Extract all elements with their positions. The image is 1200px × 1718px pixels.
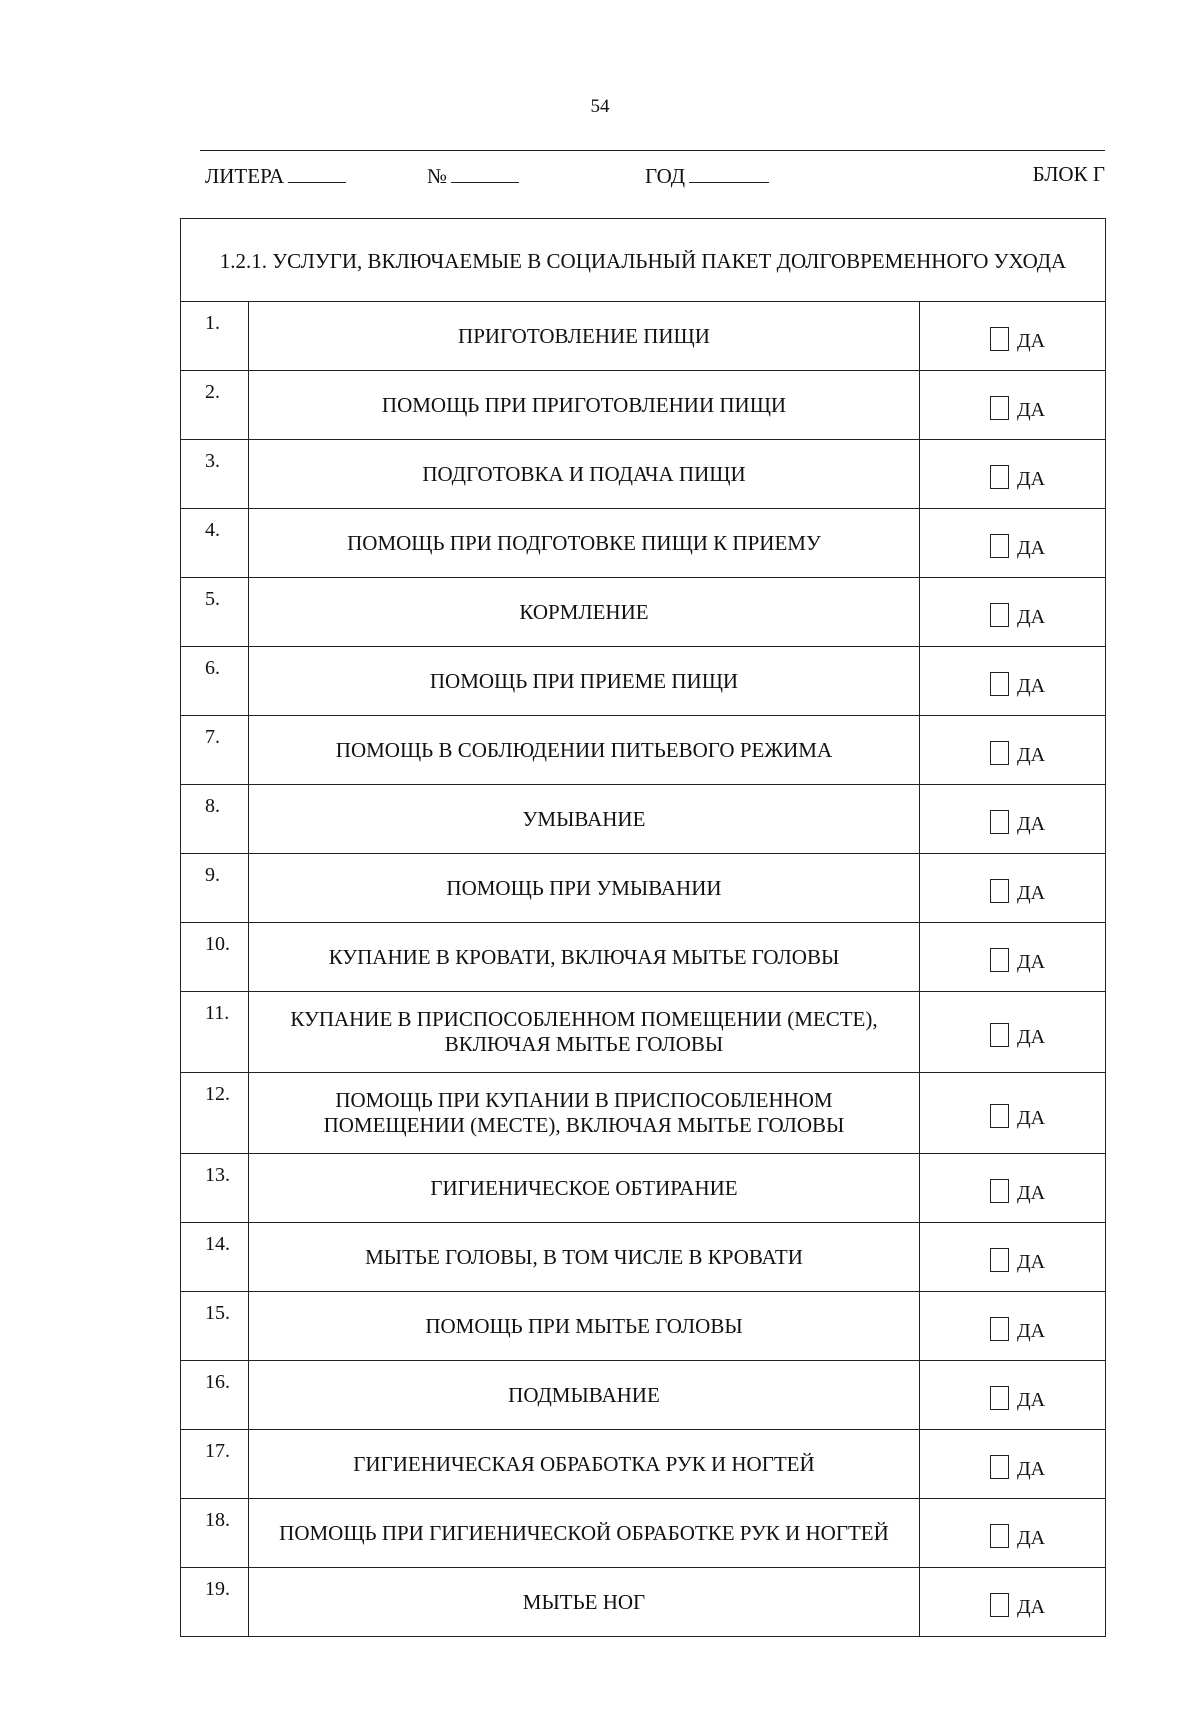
- yes-option: [919, 647, 1105, 716]
- year-blank[interactable]: [689, 162, 769, 183]
- row-number: 5.: [181, 578, 249, 647]
- yes-checkbox[interactable]: [990, 672, 1009, 696]
- header-rule: [200, 150, 1105, 151]
- yes-label: ДА: [1016, 950, 1046, 973]
- service-label: ПОДМЫВАНИЕ: [249, 1361, 920, 1430]
- row-number: 12.: [181, 1073, 249, 1154]
- service-label: ПОМОЩЬ ПРИ ПРИГОТОВЛЕНИИ ПИЩИ: [249, 371, 920, 440]
- litera-blank[interactable]: [288, 162, 346, 183]
- yes-label: ДА: [1016, 605, 1046, 628]
- row-number: 3.: [181, 440, 249, 509]
- table-row: [181, 1430, 1106, 1499]
- service-label: УМЫВАНИЕ: [249, 785, 920, 854]
- yes-label: ДА: [1016, 1457, 1046, 1480]
- table-row: [181, 509, 1106, 578]
- yes-checkbox[interactable]: [990, 1248, 1009, 1272]
- litera-field: [205, 162, 346, 189]
- table-row: [181, 1499, 1106, 1568]
- row-number: 8.: [181, 785, 249, 854]
- row-number: 10.: [181, 923, 249, 992]
- service-label: ПОМОЩЬ ПРИ КУПАНИИ В ПРИСПОСОБЛЕННОМ ПОМЕЩЕНИИ (МЕСТЕ), ВКЛЮЧАЯ МЫТЬЕ ГОЛОВЫ: [249, 1073, 920, 1154]
- yes-checkbox[interactable]: [990, 741, 1009, 765]
- service-label: КОРМЛЕНИЕ: [249, 578, 920, 647]
- row-number: 2.: [181, 371, 249, 440]
- yes-option: [919, 1568, 1105, 1637]
- yes-option: [919, 992, 1105, 1073]
- table-row: [181, 440, 1106, 509]
- yes-label: ДА: [1016, 1319, 1046, 1342]
- table-row: [181, 371, 1106, 440]
- yes-checkbox[interactable]: [990, 603, 1009, 627]
- yes-option: [919, 1073, 1105, 1154]
- yes-checkbox[interactable]: [990, 327, 1009, 351]
- yes-checkbox[interactable]: [990, 534, 1009, 558]
- service-label: ПОМОЩЬ ПРИ МЫТЬЕ ГОЛОВЫ: [249, 1292, 920, 1361]
- section-header-row: [181, 219, 1106, 302]
- table-row: [181, 923, 1106, 992]
- yes-checkbox[interactable]: [990, 396, 1009, 420]
- service-label: МЫТЬЕ ГОЛОВЫ, В ТОМ ЧИСЛЕ В КРОВАТИ: [249, 1223, 920, 1292]
- yes-label: ДА: [1016, 743, 1046, 766]
- table-row: [181, 785, 1106, 854]
- yes-option: [919, 509, 1105, 578]
- yes-label: ДА: [1016, 1106, 1046, 1129]
- services-table: [180, 218, 1106, 1637]
- service-label: ПОДГОТОВКА И ПОДАЧА ПИЩИ: [249, 440, 920, 509]
- yes-option: [919, 1499, 1105, 1568]
- yes-checkbox[interactable]: [990, 1386, 1009, 1410]
- service-label: ПОМОЩЬ ПРИ ПОДГОТОВКЕ ПИЩИ К ПРИЕМУ: [249, 509, 920, 578]
- number-blank[interactable]: [451, 162, 519, 183]
- yes-label: ДА: [1016, 881, 1046, 904]
- yes-checkbox[interactable]: [990, 1524, 1009, 1548]
- block-label: БЛОК Г: [1032, 162, 1105, 186]
- yes-option: [919, 716, 1105, 785]
- yes-checkbox[interactable]: [990, 1023, 1009, 1047]
- yes-option: [919, 1361, 1105, 1430]
- table-row: [181, 1154, 1106, 1223]
- table-row: [181, 1361, 1106, 1430]
- row-number: 11.: [181, 992, 249, 1073]
- service-label: ПОМОЩЬ ПРИ ПРИЕМЕ ПИЩИ: [249, 647, 920, 716]
- table-row: [181, 647, 1106, 716]
- table-row: [181, 992, 1106, 1073]
- yes-checkbox[interactable]: [990, 948, 1009, 972]
- yes-label: ДА: [1016, 1250, 1046, 1273]
- yes-checkbox[interactable]: [990, 465, 1009, 489]
- service-label: ПОМОЩЬ ПРИ ГИГИЕНИЧЕСКОЙ ОБРАБОТКЕ РУК И НОГТЕЙ: [249, 1499, 920, 1568]
- row-number: 16.: [181, 1361, 249, 1430]
- service-label: ПОМОЩЬ ПРИ УМЫВАНИИ: [249, 854, 920, 923]
- yes-label: ДА: [1016, 1595, 1046, 1618]
- service-label: ПОМОЩЬ В СОБЛЮДЕНИИ ПИТЬЕВОГО РЕЖИМА: [249, 716, 920, 785]
- row-number: 18.: [181, 1499, 249, 1568]
- yes-option: [919, 440, 1105, 509]
- yes-label: ДА: [1016, 674, 1046, 697]
- yes-label: ДА: [1016, 329, 1046, 352]
- yes-checkbox[interactable]: [990, 1593, 1009, 1617]
- form-header: [205, 162, 1105, 192]
- row-number: 19.: [181, 1568, 249, 1637]
- yes-option: [919, 302, 1105, 371]
- yes-checkbox[interactable]: [990, 1317, 1009, 1341]
- row-number: 14.: [181, 1223, 249, 1292]
- service-label: МЫТЬЕ НОГ: [249, 1568, 920, 1637]
- section-title: 1.2.1. УСЛУГИ, ВКЛЮЧАЕМЫЕ В СОЦИАЛЬНЫЙ ПАКЕТ ДОЛГОВРЕМЕННОГО УХОДА: [181, 219, 1106, 302]
- table-row: [181, 1073, 1106, 1154]
- row-number: 7.: [181, 716, 249, 785]
- row-number: 6.: [181, 647, 249, 716]
- service-label: КУПАНИЕ В ПРИСПОСОБЛЕННОМ ПОМЕЩЕНИИ (МЕСТЕ), ВКЛЮЧАЯ МЫТЬЕ ГОЛОВЫ: [249, 992, 920, 1073]
- yes-label: ДА: [1016, 1181, 1046, 1204]
- table-row: [181, 578, 1106, 647]
- yes-option: [919, 1154, 1105, 1223]
- yes-option: [919, 1223, 1105, 1292]
- row-number: 1.: [181, 302, 249, 371]
- table-row: [181, 1223, 1106, 1292]
- yes-checkbox[interactable]: [990, 810, 1009, 834]
- row-number: 4.: [181, 509, 249, 578]
- yes-label: ДА: [1016, 398, 1046, 421]
- service-label: ГИГИЕНИЧЕСКАЯ ОБРАБОТКА РУК И НОГТЕЙ: [249, 1430, 920, 1499]
- yes-label: ДА: [1016, 536, 1046, 559]
- table-row: [181, 302, 1106, 371]
- row-number: 9.: [181, 854, 249, 923]
- yes-checkbox[interactable]: [990, 1179, 1009, 1203]
- yes-option: [919, 578, 1105, 647]
- row-number: 13.: [181, 1154, 249, 1223]
- yes-option: [919, 371, 1105, 440]
- yes-label: ДА: [1016, 1025, 1046, 1048]
- yes-option: [919, 854, 1105, 923]
- yes-option: [919, 1430, 1105, 1499]
- number-field: [427, 162, 519, 189]
- table-row: [181, 854, 1106, 923]
- year-field: [645, 162, 769, 189]
- litera-label: ЛИТЕРА: [205, 164, 285, 188]
- yes-checkbox[interactable]: [990, 1455, 1009, 1479]
- row-number: 17.: [181, 1430, 249, 1499]
- page-number: 54: [590, 96, 610, 117]
- year-label: ГОД: [645, 164, 686, 188]
- service-label: ГИГИЕНИЧЕСКОЕ ОБТИРАНИЕ: [249, 1154, 920, 1223]
- table-row: [181, 716, 1106, 785]
- table-row: [181, 1292, 1106, 1361]
- table-row: [181, 1568, 1106, 1637]
- yes-option: [919, 1292, 1105, 1361]
- service-label: ПРИГОТОВЛЕНИЕ ПИЩИ: [249, 302, 920, 371]
- yes-label: ДА: [1016, 1388, 1046, 1411]
- yes-label: ДА: [1016, 1526, 1046, 1549]
- yes-option: [919, 785, 1105, 854]
- yes-option: [919, 923, 1105, 992]
- service-label: КУПАНИЕ В КРОВАТИ, ВКЛЮЧАЯ МЫТЬЕ ГОЛОВЫ: [249, 923, 920, 992]
- yes-checkbox[interactable]: [990, 879, 1009, 903]
- number-label: №: [427, 164, 448, 188]
- yes-label: ДА: [1016, 467, 1046, 490]
- row-number: 15.: [181, 1292, 249, 1361]
- yes-label: ДА: [1016, 812, 1046, 835]
- yes-checkbox[interactable]: [990, 1104, 1009, 1128]
